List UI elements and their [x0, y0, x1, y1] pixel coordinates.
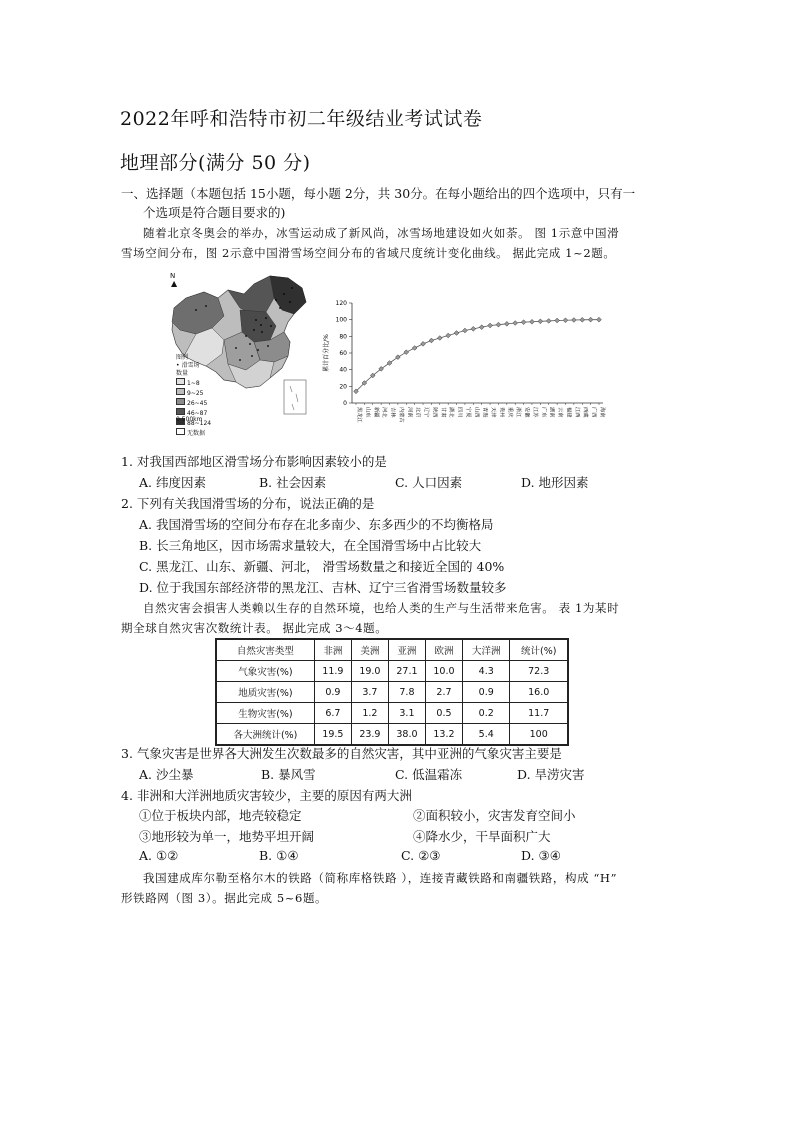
- table-cell: 0.2: [462, 703, 509, 724]
- data-point: [538, 319, 543, 324]
- table-cell: 4.3: [462, 661, 509, 682]
- table-cell: 0.9: [314, 682, 351, 703]
- data-point: [395, 355, 400, 360]
- y-tick-label: 120: [335, 300, 347, 307]
- table-cell: 10.0: [425, 661, 462, 682]
- data-point: [404, 350, 409, 355]
- north-arrow-label: N: [170, 272, 176, 280]
- table-cell: 6.7: [314, 703, 351, 724]
- data-point: [463, 328, 468, 333]
- table-cell: 11.7: [510, 703, 568, 724]
- x-tick-label: 江西: [573, 407, 580, 418]
- data-point: [580, 317, 585, 322]
- table-cell: 16.0: [510, 682, 568, 703]
- legend-count: 数量: [176, 370, 189, 377]
- table-header: 统计(%): [510, 639, 568, 661]
- section-heading-line1: 一、选择题（本题包括 15小题，每小题 2分，共 30分。在每小题给出的四个选项中，只有一: [121, 186, 636, 201]
- data-point: [496, 322, 501, 327]
- table-cell: 气象灾害(%): [216, 661, 314, 682]
- q2-stem: 2. 下列有关我国滑雪场的分布，说法正确的是: [121, 496, 375, 511]
- page-subtitle: 地理部分(满分 50 分): [120, 152, 311, 174]
- x-tick-label: 四川: [456, 407, 463, 418]
- legend-item: 26~45: [176, 398, 211, 408]
- table-cell: 27.1: [388, 661, 425, 682]
- legend-title: 图例: [176, 354, 189, 361]
- x-tick-label: 福建: [565, 407, 572, 418]
- data-point: [446, 333, 451, 338]
- data-point: [563, 318, 568, 323]
- y-tick-label: 100: [335, 316, 347, 324]
- table-cell: 3.1: [388, 703, 425, 724]
- x-tick-label: 甘肃: [439, 407, 446, 418]
- x-tick-label: 湖南: [548, 407, 555, 418]
- x-tick-label: 山西: [473, 407, 480, 418]
- table-cell: 生物灾害(%): [216, 703, 314, 724]
- data-point: [588, 317, 593, 322]
- table-cell: 0.5: [425, 703, 462, 724]
- table-header: 欧洲: [425, 639, 462, 661]
- x-tick-label: 西藏: [582, 407, 589, 418]
- x-tick-label: 北京: [414, 407, 421, 418]
- q2-option-a[interactable]: A. 我国滑雪场的空间分布存在北多南少、东多西少的不均衡格局: [139, 517, 494, 532]
- table-cell: 23.9: [351, 724, 388, 746]
- data-point: [429, 338, 434, 343]
- intro3-line2: 形铁路网（图 3）。据此完成 5~6题。: [121, 891, 328, 905]
- y-tick-label: 80: [339, 333, 347, 341]
- x-tick-label: 海南: [599, 407, 605, 418]
- y-tick-label: 60: [339, 350, 347, 357]
- x-tick-label: 湖北: [448, 407, 455, 418]
- x-tick-label: 新疆: [372, 407, 379, 418]
- data-point: [571, 318, 576, 323]
- series-line: [356, 320, 599, 392]
- data-point: [387, 361, 392, 366]
- x-tick-label: 陕西: [431, 407, 438, 418]
- x-tick-label: 贵州: [498, 407, 505, 418]
- table-cell: 11.9: [314, 661, 351, 682]
- china-ski-resort-map: [166, 270, 316, 437]
- disaster-table: [215, 638, 569, 746]
- x-tick-label: 宁夏: [464, 407, 471, 418]
- x-tick-label: 吉林: [389, 407, 396, 418]
- x-tick-label: 广东: [540, 407, 547, 418]
- x-tick-label: 青海: [481, 407, 488, 418]
- x-tick-label: 安徽: [523, 407, 530, 418]
- q4-stem: 4. 非洲和大洋洲地质灾害较少，主要的原因有两大洲: [121, 788, 412, 803]
- intro3-line1: 我国建成库尔勒至格尔木的铁路（简称库格铁路 ），连接青藏铁路和南疆铁路，构成 “H”: [143, 871, 618, 885]
- x-tick-label: 辽宁: [423, 407, 430, 418]
- table-row: [216, 724, 568, 746]
- q3-option-a[interactable]: A. 沙尘暴: [139, 767, 194, 782]
- y-tick-label: 40: [339, 366, 347, 374]
- table-row: [216, 661, 568, 682]
- table-header: 大洋洲: [462, 639, 509, 661]
- data-point: [421, 341, 426, 346]
- legend-item: 9~25: [176, 388, 211, 398]
- q1-option-d[interactable]: D. 地形因素: [521, 475, 589, 490]
- cumulative-percentage-chart: [318, 293, 608, 443]
- x-tick-label: 河南: [406, 407, 413, 418]
- table-cell: 19.5: [314, 724, 351, 746]
- q3-option-b[interactable]: B. 暴风雪: [261, 767, 316, 782]
- q4-option-c[interactable]: C. ②③: [401, 848, 441, 863]
- intro2-line1: 自然灾害会損害人类赖以生存的自然环境，也给人类的生产与生活带来危害。 表 1为某时: [143, 601, 620, 615]
- data-point: [488, 323, 493, 328]
- legend-point: • 滑雪场: [176, 362, 200, 369]
- q3-stem: 3. 气象灾害是世界各大洲发生次数最多的自然灾害，其中亚洲的气象灾害主要是: [121, 746, 562, 761]
- table-cell: 3.7: [351, 682, 388, 703]
- q4-statement-2: ②面积较小，灾害发育空间小: [413, 808, 576, 823]
- table-cell: 100: [510, 724, 568, 746]
- q1-stem: 1. 对我国西部地区滑雪场分布影响因素较小的是: [121, 454, 387, 469]
- data-point: [412, 346, 417, 351]
- q2-option-b[interactable]: B. 长三角地区，因市场需求量较大，在全国滑雪场中占比较大: [139, 538, 482, 553]
- legend-item: 46~87: [176, 408, 211, 418]
- q4-statement-3: ③地形较为单一，地势平坦开阔: [139, 829, 315, 844]
- q4-option-d[interactable]: D. ③④: [521, 848, 561, 863]
- map-scale: 0 500km: [176, 416, 203, 423]
- data-point: [437, 336, 442, 341]
- data-point: [530, 319, 535, 324]
- q1-option-a[interactable]: A. 纬度因素: [139, 475, 206, 490]
- table-header: 亚洲: [388, 639, 425, 661]
- chart-series: [354, 317, 602, 393]
- q4-option-b[interactable]: B. ①④: [259, 848, 299, 863]
- table-header-row: [216, 639, 568, 661]
- q1-option-b[interactable]: B. 社会因素: [259, 475, 327, 490]
- table-cell: 0.9: [462, 682, 509, 703]
- north-arrow-icon: ▲: [171, 279, 178, 288]
- table-cell: 7.8: [388, 682, 425, 703]
- legend-item: 88~124: [176, 418, 211, 428]
- data-point: [504, 321, 509, 326]
- q4-statement-1: ①位于板块内部，地壳较稳定: [139, 808, 302, 823]
- section-heading-line2: 个选项是符合题目要求的): [143, 205, 286, 220]
- table-header: 非洲: [314, 639, 351, 661]
- data-point: [454, 331, 459, 336]
- data-point: [597, 317, 602, 322]
- intro1-line2: 雪场空间分布，图 2示意中国滑雪场空间分布的省域尺度统计变化曲线。 据此完成 1~2题。: [121, 246, 616, 260]
- page-title: 2022年呼和浩特市初二年级结业考试试卷: [120, 108, 483, 130]
- table-cell: 72.3: [510, 661, 568, 682]
- y-axis-label: 累计百分比/%: [323, 334, 330, 372]
- x-tick-label: 江苏: [531, 407, 538, 418]
- table-cell: 各大洲统计(%): [216, 724, 314, 746]
- chart-x-labels: [356, 403, 607, 423]
- legend-item: 无数据: [176, 428, 211, 438]
- data-point: [479, 325, 484, 330]
- q3-option-c[interactable]: C. 低温霜冻: [395, 767, 463, 782]
- table-cell: 13.2: [425, 724, 462, 746]
- table-cell: 5.4: [462, 724, 509, 746]
- legend-item: 1~8: [176, 378, 211, 388]
- q1-option-c[interactable]: C. 人口因素: [395, 475, 463, 490]
- data-point: [555, 318, 560, 323]
- data-point: [471, 326, 476, 331]
- x-tick-label: 广西: [590, 407, 597, 418]
- data-point: [513, 321, 518, 326]
- table-row: [216, 682, 568, 703]
- y-tick-label: 20: [339, 383, 347, 391]
- q2-option-c[interactable]: C. 黑龙江、山东、新疆、河北， 滑雪场数量之和接近全国的 40%: [139, 559, 505, 574]
- x-tick-label: 河北: [381, 407, 388, 418]
- intro1-line1: 随着北京冬奥会的举办，冰雪运动成了新风尚，冰雪场地建设如火如荼。 图 1示意中国滑: [143, 226, 620, 240]
- q4-option-a[interactable]: A. ①②: [139, 848, 179, 863]
- table-header: 自然灾害类型: [216, 639, 314, 661]
- q3-option-d[interactable]: D. 旱涝灾害: [517, 767, 585, 782]
- table-row: [216, 703, 568, 724]
- x-tick-label: 黑龙江: [356, 407, 362, 423]
- table-cell: 2.7: [425, 682, 462, 703]
- table-cell: 地质灾害(%): [216, 682, 314, 703]
- map-legend: [176, 354, 211, 438]
- table-cell: 38.0: [388, 724, 425, 746]
- x-tick-label: 内蒙古: [397, 407, 404, 423]
- data-point: [546, 319, 551, 324]
- x-tick-label: 云南: [557, 407, 564, 418]
- table-cell: 19.0: [351, 661, 388, 682]
- table-cell: 1.2: [351, 703, 388, 724]
- x-tick-label: 山东: [364, 407, 371, 418]
- y-tick-label: 0: [343, 400, 347, 407]
- x-tick-label: 重庆: [506, 407, 513, 418]
- table-header: 美洲: [351, 639, 388, 661]
- x-tick-label: 浙江: [515, 407, 522, 418]
- q4-statement-4: ④降水少，干旱面积广大: [413, 829, 551, 844]
- q2-option-d[interactable]: D. 位于我国东部经济带的黑龙江、吉林、辽宁三省滑雪场数量较多: [139, 580, 507, 595]
- x-tick-label: 天津: [490, 407, 497, 418]
- chart-axes: [322, 303, 603, 403]
- intro2-line2: 期全球自然灾害次数统计表。 据此完成 3～4题。: [121, 621, 388, 635]
- data-point: [521, 320, 526, 325]
- chart-ticks: [336, 300, 352, 407]
